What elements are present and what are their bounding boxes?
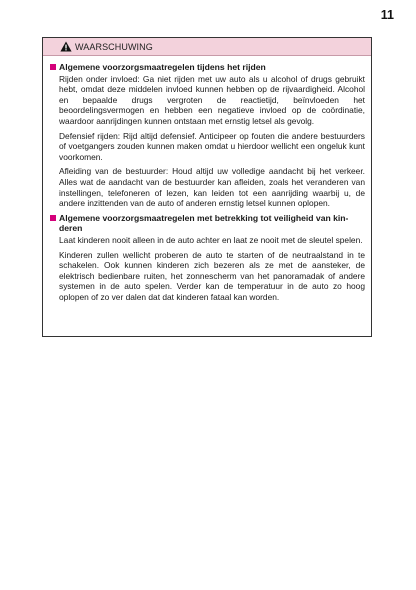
paragraph-driving-under-influence: Rijden onder invloed: Ga niet rijden met uw auto als u alcohol of drugs gebruikt hebt, omdat deze middelen invloed kunnen hebben op de rijvaardigheid. Alcohol en bepaalde drugs vergroten de reactietijd, beïnvloeden het beoordelingsvermogen en hebben een negatieve invloed op de coördinatie, waardoor aanrijdingen kunnen ontstaan met ernstig letsel als gevolg. [59, 73, 365, 126]
section-heading-driving [50, 62, 365, 73]
warning-label: WAARSCHUWING [75, 41, 153, 52]
section-heading-text: Algemene voorzorgsmaatregelen tijdens het rijden [59, 62, 266, 72]
page-number: 11 [380, 8, 394, 22]
warning-header [43, 38, 371, 56]
section-bullet [50, 215, 56, 221]
section-heading-child-safety [50, 213, 365, 234]
section-bullet [50, 64, 56, 70]
section-heading-text: Algemene voorzorgsmaatregelen met betrekking tot veiligheid van kinderen [59, 212, 349, 234]
warning-triangle-icon [60, 41, 72, 52]
paragraph-driver-distraction: Afleiding van de bestuurder: Houd altijd uw volledige aandacht bij het verkeer. Alles wat de aandacht van de bestuurder kan afleiden, zoals het veranderen van instellingen, telefoneren of lezen, kan leiden tot een aanrijding waarbij u, de andere inzittenden van de auto of anderen ernstig letsel kunnen oplopen. [59, 166, 365, 209]
warning-box [42, 37, 372, 337]
warning-body [43, 56, 371, 302]
paragraph-defensive-driving: Defensief rijden: Rijd altijd defensief. Anticipeer op fouten die andere bestuurders of voetgangers zouden kunnen maken omdat u hierdoor wellicht een ongeluk kunt voorkomen. [59, 130, 365, 162]
paragraph-children-alone: Laat kinderen nooit alleen in de auto achter en laat ze nooit met de sleutel spelen. [59, 234, 363, 245]
paragraph-children-systems: Kinderen zullen wellicht proberen de auto te starten of de neutraalstand in te schakelen. Ook kunnen kinderen zich bezeren als ze met de aansteker, de elektrisch bedienbare ruiten, het zonnescherm van het panoramadak of andere systemen in de auto spelen. Verder kan de temperatuur in de auto zo hoog oplopen of zo ver dalen dat dat kinderen fataal kan worden. [59, 249, 365, 302]
